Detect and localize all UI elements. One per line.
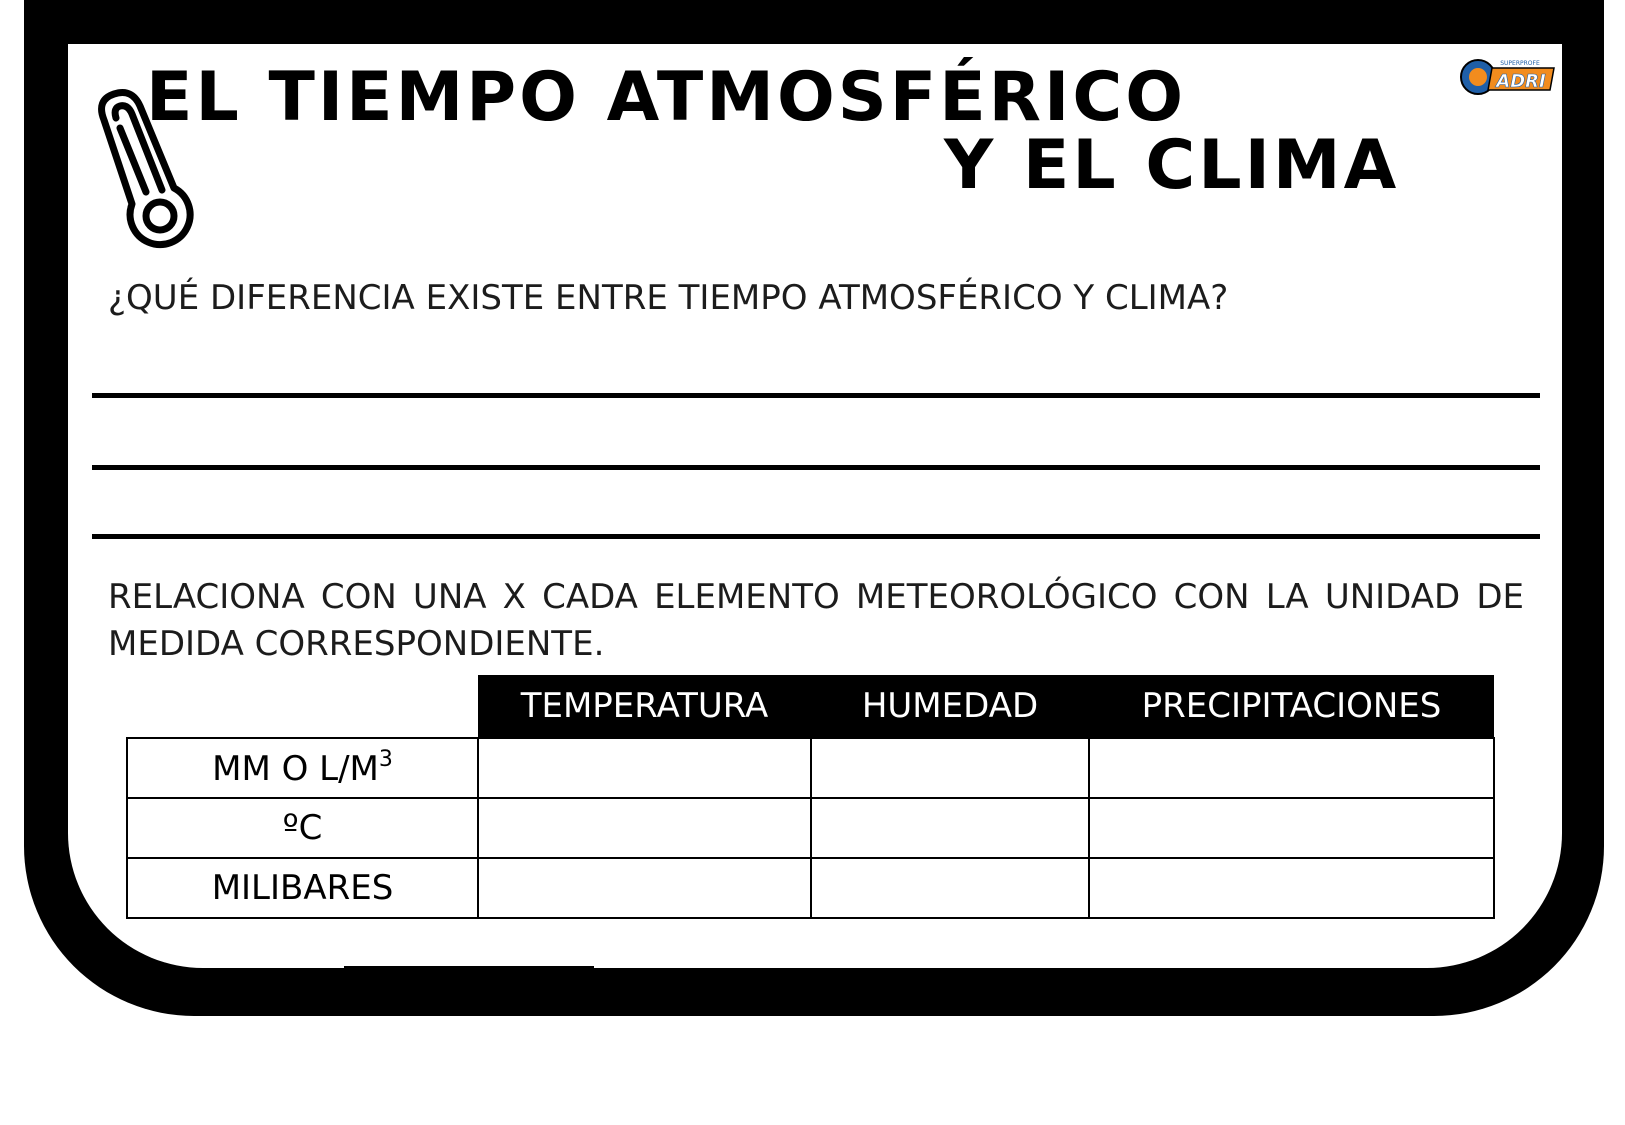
table-header-row (127, 675, 1494, 738)
table-row (127, 858, 1494, 918)
column-header-humedad: HUMEDAD (811, 675, 1089, 738)
worksheet-title-line-2: Y EL CLIMA (944, 126, 1400, 205)
answer-cell[interactable] (1089, 738, 1494, 798)
answer-line[interactable] (92, 465, 1540, 470)
question-text: ¿QUÉ DIFERENCIA EXISTE ENTRE TIEMPO ATMOSFÉRICO Y CLIMA? (108, 278, 1229, 318)
row-label-text: MILIBARES (211, 868, 394, 908)
row-label-superscript: 3 (378, 747, 393, 772)
instruction-text: RELACIONA CON UNA X CADA ELEMENTO METEOROLÓGICO CON LA UNIDAD DE MEDIDA CORRESPONDIENTE. (108, 577, 1524, 664)
answer-cell[interactable] (478, 858, 811, 918)
row-label-celsius (127, 798, 478, 858)
answer-line[interactable] (92, 393, 1540, 398)
answer-cell[interactable] (811, 738, 1089, 798)
logo-small-text: SUPERPROFE (1500, 60, 1540, 67)
answer-cell[interactable] (811, 798, 1089, 858)
row-label-mm (127, 738, 478, 798)
answer-cell[interactable] (478, 738, 811, 798)
table-corner (127, 675, 478, 738)
worksheet-title-line-1: EL TIEMPO ATMOSFÉRICO (146, 58, 1187, 137)
bottom-tab (344, 966, 594, 1016)
row-label-text: ºC (282, 808, 323, 848)
answer-cell[interactable] (811, 858, 1089, 918)
answer-cell[interactable] (1089, 858, 1494, 918)
logo-text: ADRI (1496, 71, 1546, 92)
answer-line[interactable] (92, 534, 1540, 539)
column-header-precipitaciones: PRECIPITACIONES (1089, 675, 1494, 738)
matching-table (126, 675, 1495, 919)
answer-cell[interactable] (1089, 798, 1494, 858)
table-row (127, 738, 1494, 798)
table-row (127, 798, 1494, 858)
answer-cell[interactable] (478, 798, 811, 858)
column-header-temperatura: TEMPERATURA (478, 675, 811, 738)
row-label-text: MM O L/M (212, 749, 379, 789)
author-logo (1458, 56, 1558, 98)
row-label-milibares (127, 858, 478, 918)
